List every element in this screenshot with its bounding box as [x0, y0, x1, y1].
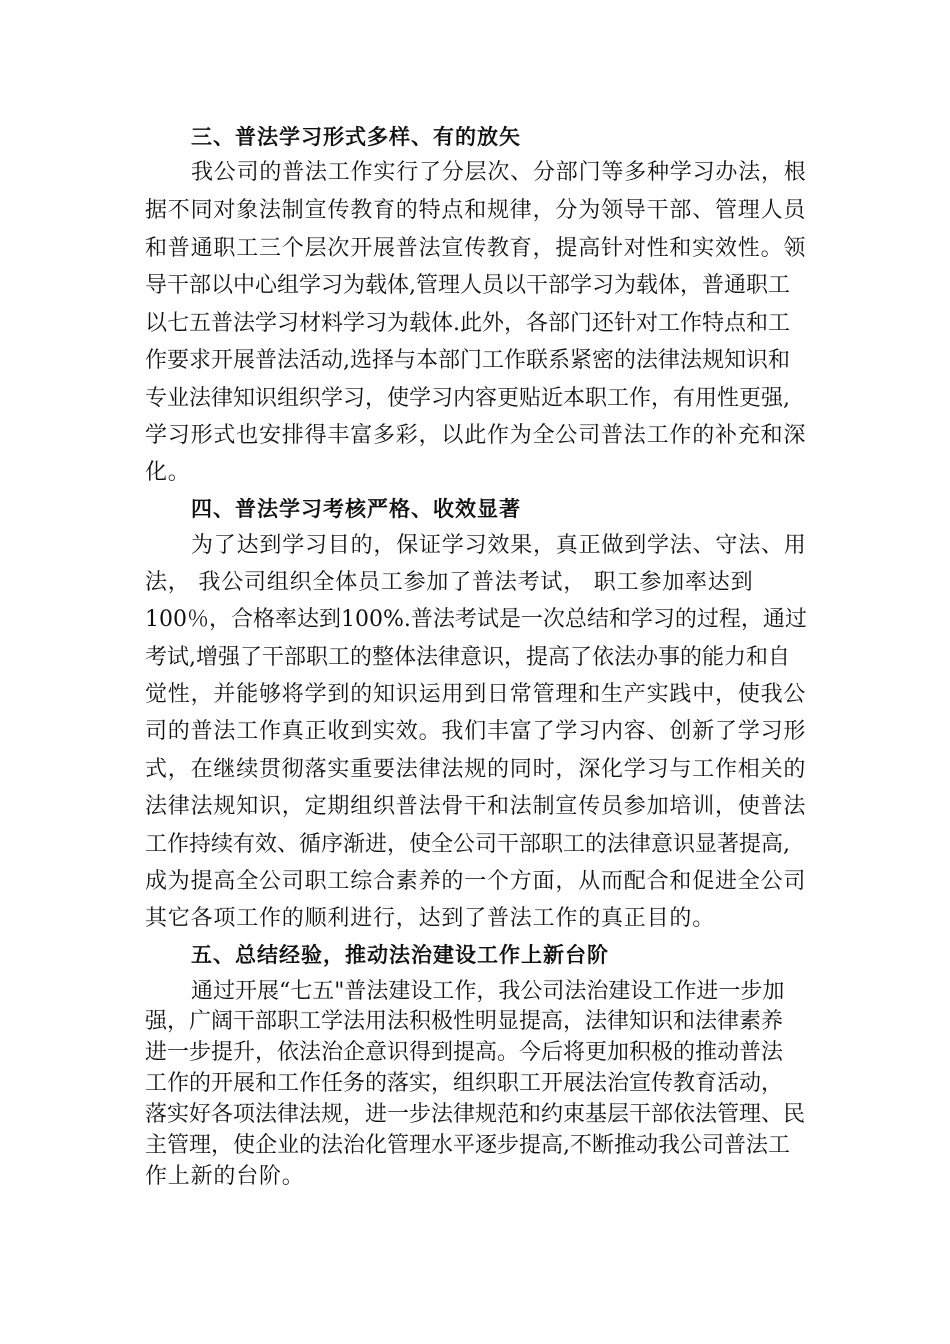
paragraph-line: 工作的开展和工作任务的落实，组织职工开展法治宣传教育活动， [145, 1071, 784, 1096]
paragraph-line: 落实好各项法律法规，进一步法律规范和约束基层干部依法管理、民 [145, 1102, 806, 1127]
paragraph-line: 成为提高全公司职工综合素养的一个方面，从而配合和促进全公司 [145, 869, 807, 894]
paragraph-line: 我公司的普法工作实行了分层次、分部门等多种学习办法，根 [191, 160, 807, 185]
paragraph-line: 觉性，并能够将学到的知识运用到日常管理和生产实践中，使我公 [145, 682, 807, 707]
paragraph-line: 以七五普法学习材料学习为载体.此外，各部门还针对工作特点和工 [145, 311, 790, 336]
paragraph-line: 作上新的台阶。 [145, 1164, 305, 1189]
paragraph-line: 据不同对象法制宣传教育的特点和规律，分为领导干部、管理人员 [145, 198, 807, 223]
paragraph-line: 专业法律知识组织学习，使学习内容更贴近本职工作，有用性更强, [145, 386, 790, 411]
paragraph-line: 法， 我公司组织全体员工参加了普法考试， 职工参加率达到 [145, 570, 754, 595]
paragraph-line: 进一步提升，依法治企意识得到提高。今后将更加积极的推动普法 [145, 1040, 784, 1065]
paragraph-line: 化。 [145, 460, 191, 485]
paragraph-line: 司的普法工作真正收到实效。我们丰富了学习内容、创新了学习形 [145, 719, 807, 744]
paragraph-line: 式，在继续贯彻落实重要法律法规的同时，深化学习与工作相关的 [145, 757, 807, 782]
paragraph-line: 考试,增强了干部职工的整体法律意识，提高了依法办事的能力和自 [145, 645, 790, 670]
section-heading: 三、普法学习形式多样、有的放矢 [191, 125, 521, 149]
section-heading: 五、总结经验，推动法治建设工作上新台阶 [191, 943, 609, 967]
paragraph-line: 强，广阔干部职工学法用法积极性明显提高，法律知识和法律素养 [145, 1009, 784, 1034]
paragraph-line: 工作持续有效、循序渐进，使全公司干部职工的法律意识显著提高, [145, 832, 790, 857]
paragraph-line: 法律法规知识，定期组织普法骨干和法制宣传员参加培训，使普法 [145, 794, 807, 819]
paragraph-line: 为了达到学习目的，保证学习效果，真正做到学法、守法、用 [191, 533, 807, 558]
paragraph-line: 学习形式也安排得丰富多彩，以此作为全公司普法工作的补充和深 [145, 423, 807, 448]
section-heading: 四、普法学习考核严格、收效显著 [191, 497, 521, 521]
paragraph-line: 主管理，使企业的法治化管理水平逐步提高,不断推动我公司普法工 [145, 1133, 790, 1158]
paragraph-line: 通过开展“七五"普法建设工作，我公司法治建设工作进一步加 [191, 979, 785, 1004]
paragraph-line: 其它各项工作的顺利进行，达到了普法工作的真正目的。 [145, 906, 716, 931]
paragraph-line: 100％，合格率达到100%.普法考试是一次总结和学习的过程，通过 [145, 607, 807, 632]
paragraph-line: 导干部以中心组学习为载体,管理人员以干部学习为载体，普通职工 [145, 273, 790, 298]
paragraph-line: 作要求开展普法活动,选择与本部门工作联系紧密的法律法规知识和 [145, 348, 790, 373]
paragraph-line: 和普通职工三个层次开展普法宣传教育，提高针对性和实效性。领 [145, 236, 807, 261]
